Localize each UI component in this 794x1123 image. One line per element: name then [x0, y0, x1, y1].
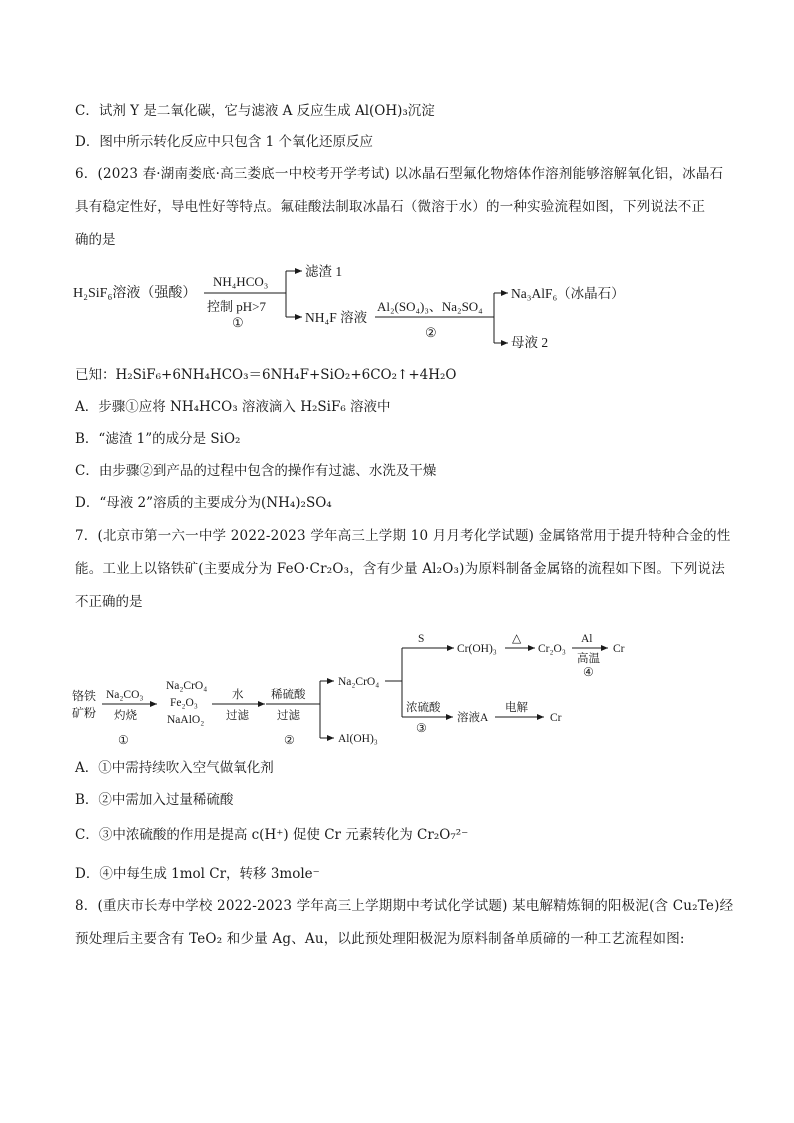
q7-stem-line1: 7．(北京市第一六一中学 2022-2023 学年高三上学期 10 月月考化学试题) 金属铬常用于提升特种合金的性 — [75, 528, 731, 544]
q7-solA: 溶液A — [457, 712, 489, 724]
q7-stem-line3: 不正确的是 — [75, 594, 143, 610]
q6-mid: NH₄F 溶液 — [305, 310, 368, 325]
q7-elec: 电解 — [505, 702, 528, 714]
q7-ore2: 矿粉 — [72, 706, 97, 720]
q6-cond1: 控制 pH>7 — [207, 299, 266, 314]
q8-stem-line2: 预处理后主要含有 TeO₂ 和少量 Ag、Au，以此预处理阳极泥为原料制备单质碲的一种工艺流程如图: — [75, 931, 685, 947]
q7-acid: 浓硫酸 — [406, 702, 441, 714]
q7-na2cro4: Na₂CrO₄ — [338, 676, 380, 688]
q7-r1: Na₂CO₃ — [106, 689, 144, 701]
q6-reagent2: Al₂(SO₄)₃、Na₂SO₄ — [377, 299, 483, 314]
q6-stem-line3: 确的是 — [75, 232, 116, 248]
q5-option-d: D．图中所示转化反应中只包含 1 个氧化还原反应 — [75, 134, 373, 150]
q7-r3: 稀硫酸 — [271, 689, 306, 701]
q6-residue: 滤渣 1 — [305, 264, 343, 279]
q7-c1: 灼烧 — [114, 710, 137, 722]
q7-cr1: Cr — [613, 643, 625, 655]
q7-flow-diagram — [0, 620, 794, 755]
q7-s3: ③ — [416, 721, 427, 735]
q7-stem-line2: 能。工业上以铬铁矿(主要成分为 FeO·Cr₂O₃，含有少量 Al₂O₃)为原料制备金属铬的流程如下图。下列说法 — [75, 561, 725, 577]
q6-product: Na₃AlF₆（冰晶石） — [511, 286, 625, 301]
q7-option-b: B．②中需加入过量稀硫酸 — [75, 792, 234, 808]
q7-hot: 高温 — [577, 653, 600, 665]
q6-start: H₂SiF₆溶液（强酸） — [73, 286, 197, 301]
q7-croh: Cr(OH)₃ — [457, 643, 497, 655]
q7-c3: 过滤 — [277, 710, 300, 722]
q7-s1: ① — [118, 733, 129, 747]
q7-p2: Fe₂O₃ — [170, 697, 198, 709]
q6-option-c: C．由步骤②到产品的过程中包含的操作有过滤、水洗及干燥 — [75, 463, 437, 479]
q7-s2: ② — [284, 733, 295, 747]
q7-p1: Na₂CrO₄ — [166, 680, 208, 692]
q7-option-a: A．①中需持续吹入空气做氧化剂 — [75, 760, 274, 776]
q6-option-b: B．“滤渣 1”的成分是 SiO₂ — [75, 431, 241, 447]
q6-stem-line1: 6．(2023 春·湖南娄底·高三娄底一中校考开学考试) 以冰晶石型氟化物熔体作溶剂能够溶解氧化铝，冰晶石 — [75, 166, 724, 182]
q7-s4: ④ — [583, 665, 594, 679]
q5-option-c: C．试剂 Y 是二氧化碳，它与滤液 A 反应生成 Al(OH)₃沉淀 — [75, 103, 435, 119]
q6-stem-line2: 具有稳定性好，导电性好等特点。氟硅酸法制取冰晶石（微溶于水）的一种实验流程如图，下列说法不正 — [75, 199, 706, 215]
q6-step1: ① — [232, 315, 244, 330]
q7-r2: 水 — [232, 689, 244, 701]
q7-ore1: 铬铁 — [72, 689, 97, 703]
q7-c2: 过滤 — [226, 710, 249, 722]
q8-stem-line1: 8．(重庆市长寿中学校 2022-2023 学年高三上学期期中考试化学试题) 某电解精炼铜的阳极泥(含 Cu₂Te)经 — [75, 898, 734, 914]
q7-cr2: Cr — [550, 712, 562, 724]
q6-option-d: D．“母液 2”溶质的主要成分为(NH₄)₂SO₄ — [75, 495, 332, 511]
q6-option-a: A．步骤①应将 NH₄HCO₃ 溶液滴入 H₂SiF₆ 溶液中 — [75, 399, 391, 415]
q6-known: 已知：H₂SiF₆+6NH₄HCO₃＝6NH₄F+SiO₂+6CO₂↑+4H₂O — [75, 367, 457, 383]
q6-reagent1: NH₄HCO₃ — [213, 274, 269, 289]
q7-s: S — [418, 633, 425, 645]
q7-aloh: Al(OH)₃ — [338, 733, 378, 745]
q6-flow-diagram — [0, 255, 794, 365]
q6-step2: ② — [425, 325, 437, 340]
q7-option-d: D．④中每生成 1mol Cr，转移 3mole⁻ — [75, 866, 320, 882]
q7-cr2o3: Cr₂O₃ — [538, 643, 566, 655]
q7-p3: NaAlO₂ — [167, 714, 205, 726]
q6-mother: 母液 2 — [511, 335, 549, 350]
q7-al: Al — [581, 633, 593, 645]
q7-option-c: C．③中浓硫酸的作用是提高 c(H⁺) 促使 Cr 元素转化为 Cr₂O₇²⁻ — [75, 827, 469, 843]
q7-heat: △ — [512, 631, 522, 645]
